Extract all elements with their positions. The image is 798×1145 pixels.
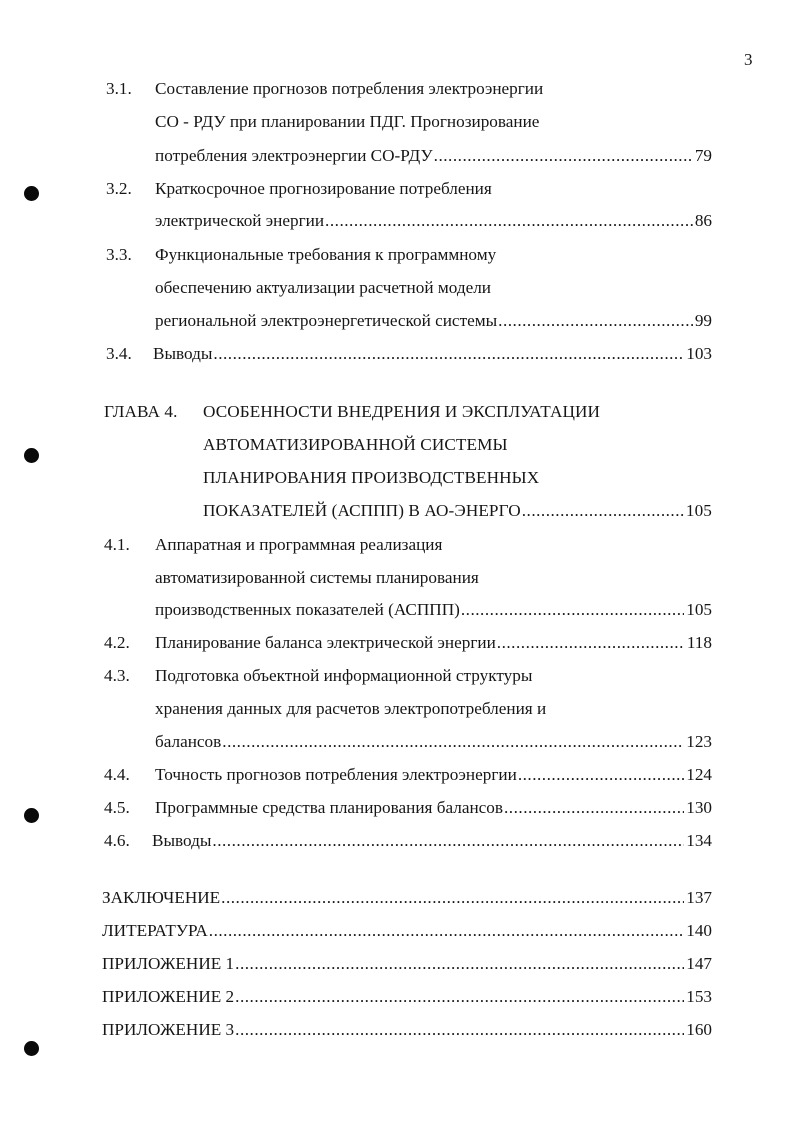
toc-entry-number: 3.4. [106, 344, 132, 363]
toc-entry-text: региональной электроэнергетической системы [155, 311, 498, 330]
leader-dots [518, 762, 684, 788]
toc-entry-text: Функциональные требования к программному [155, 245, 497, 264]
toc-chapter-4-line-4[interactable] [203, 498, 712, 524]
toc-entry-3-1-line-1[interactable] [106, 76, 712, 102]
toc-entry-3-3-line-2 [155, 275, 712, 301]
toc-entry-number: 3.1. [106, 79, 132, 98]
toc-entry-4-3-line-2 [155, 696, 712, 722]
punch-hole [24, 448, 39, 463]
toc-entry-text: автоматизированной системы планирования [155, 568, 479, 587]
toc-entry-text: Выводы [152, 831, 212, 850]
toc-entry-3-2-line-2[interactable] [155, 208, 712, 234]
punch-hole [24, 186, 39, 201]
chapter-prefix: ГЛАВА 4. [104, 402, 178, 421]
toc-entry-3-1-line-3[interactable] [155, 143, 712, 169]
toc-entry-3-2-line-1[interactable] [106, 176, 712, 202]
chapter-title: ПЛАНИРОВАНИЯ ПРОИЗВОДСТВЕННЫХ [203, 468, 540, 487]
toc-chapter-4-line-1[interactable] [104, 399, 712, 425]
toc-entry-text: СО - РДУ при планировании ПДГ. Прогнозирование [155, 112, 540, 131]
toc-entry-text: Аппаратная и программная реализация [155, 535, 443, 554]
chapter-title: АВТОМАТИЗИРОВАННОЙ СИСТЕМЫ [203, 435, 508, 454]
toc-entry-3-3-line-1[interactable] [106, 242, 712, 268]
toc-entry-3-4[interactable] [106, 341, 712, 367]
toc-entry-number: 4.4. [104, 765, 130, 784]
toc-entry-4-5[interactable] [104, 795, 712, 821]
leader-dots [235, 984, 684, 1010]
punch-hole [24, 1041, 39, 1056]
toc-entry-4-1-line-1[interactable] [104, 532, 712, 558]
toc-entry-4-3-line-1[interactable] [104, 663, 712, 689]
toc-entry-text: обеспечению актуализации расчетной модели [155, 278, 491, 297]
toc-entry-4-1-line-2 [155, 565, 712, 591]
leader-dots [221, 885, 684, 911]
toc-entry-4-3-line-3[interactable] [155, 729, 712, 755]
toc-entry-text: ПРИЛОЖЕНИЕ 3 [102, 1020, 235, 1039]
leader-dots [461, 597, 684, 623]
toc-entry-4-1-line-3[interactable] [155, 597, 712, 623]
toc-entry-literature[interactable] [102, 918, 712, 944]
leader-dots [434, 143, 693, 169]
toc-entry-appendix-3[interactable] [102, 1017, 712, 1043]
toc-entry-page: 124 [686, 765, 712, 784]
toc-entry-page: 123 [686, 732, 712, 751]
toc-entry-3-1-line-2 [155, 109, 712, 135]
toc-entry-4-6[interactable] [104, 828, 712, 854]
toc-entry-conclusion[interactable] [102, 885, 712, 911]
toc-entry-number: 4.5. [104, 798, 130, 817]
toc-entry-text: производственных показателей (АСППП) [155, 600, 460, 619]
toc-entry-text: Подготовка объектной информационной структуры [155, 666, 533, 685]
toc-entry-page: 99 [694, 311, 712, 330]
toc-entry-page: 103 [686, 344, 712, 363]
toc-entry-text: ПРИЛОЖЕНИЕ 2 [102, 987, 235, 1006]
toc-entry-text: потребления электроэнергии СО-РДУ [155, 146, 433, 165]
toc-entry-appendix-2[interactable] [102, 984, 712, 1010]
leader-dots [325, 208, 693, 234]
leader-dots [213, 341, 684, 367]
punch-hole [24, 808, 39, 823]
toc-entry-text: Программные средства планирования балансов [155, 798, 503, 817]
leader-dots [212, 828, 684, 854]
toc-entry-page: 130 [686, 798, 712, 817]
leader-dots [235, 951, 684, 977]
toc-entry-page: 79 [694, 146, 712, 165]
leader-dots [498, 308, 693, 334]
toc-entry-3-3-line-3[interactable] [155, 308, 712, 334]
toc-entry-text: Составление прогнозов потребления электроэнергии [155, 79, 544, 98]
toc-entry-page: 134 [686, 831, 712, 850]
toc-entry-number: 3.2. [106, 179, 132, 198]
toc-entry-page: 140 [686, 921, 712, 940]
toc-entry-text: ЛИТЕРАТУРА [102, 921, 208, 940]
leader-dots [209, 918, 684, 944]
toc-entry-number: 4.3. [104, 666, 130, 685]
toc-entry-text: Планирование баланса электрической энергии [155, 633, 496, 652]
toc-entry-text: электрической энергии [155, 211, 325, 230]
leader-dots [504, 795, 684, 821]
leader-dots [497, 630, 685, 656]
toc-entry-page: 137 [686, 888, 712, 907]
toc-chapter-4-line-3 [203, 465, 712, 491]
toc-entry-number: 4.6. [104, 831, 130, 850]
toc-entry-text: хранения данных для расчетов электропотребления и [155, 699, 547, 718]
toc-entry-text: Точность прогнозов потребления электроэнергии [155, 765, 517, 784]
toc-entry-page: 147 [686, 954, 712, 973]
toc-entry-4-2[interactable] [104, 630, 712, 656]
toc-entry-text: балансов [155, 732, 222, 751]
page-number: 3 [744, 50, 753, 69]
toc-entry-page: 105 [686, 600, 712, 619]
toc-entry-4-4[interactable] [104, 762, 712, 788]
toc-entry-number: 4.2. [104, 633, 130, 652]
toc-entry-text: Краткосрочное прогнозирование потребления [155, 179, 492, 198]
toc-entry-text: ПРИЛОЖЕНИЕ 1 [102, 954, 235, 973]
toc-entry-text: Выводы [153, 344, 213, 363]
toc-entry-page: 118 [686, 633, 712, 652]
toc-entry-text: ЗАКЛЮЧЕНИЕ [102, 888, 221, 907]
toc-entry-number: 3.3. [106, 245, 132, 264]
leader-dots [235, 1017, 684, 1043]
chapter-title: ПОКАЗАТЕЛЕЙ (АСППП) В АО-ЭНЕРГО [203, 501, 521, 520]
toc-chapter-4-line-2 [203, 432, 712, 458]
toc-entry-page: 153 [686, 987, 712, 1006]
chapter-title: ОСОБЕННОСТИ ВНЕДРЕНИЯ И ЭКСПЛУАТАЦИИ [203, 402, 601, 421]
leader-dots [222, 729, 684, 755]
toc-entry-page: 86 [694, 211, 712, 230]
toc-entry-page: 105 [685, 501, 712, 520]
toc-entry-page: 160 [686, 1020, 712, 1039]
toc-entry-appendix-1[interactable] [102, 951, 712, 977]
leader-dots [522, 498, 684, 524]
toc-entry-number: 4.1. [104, 535, 130, 554]
